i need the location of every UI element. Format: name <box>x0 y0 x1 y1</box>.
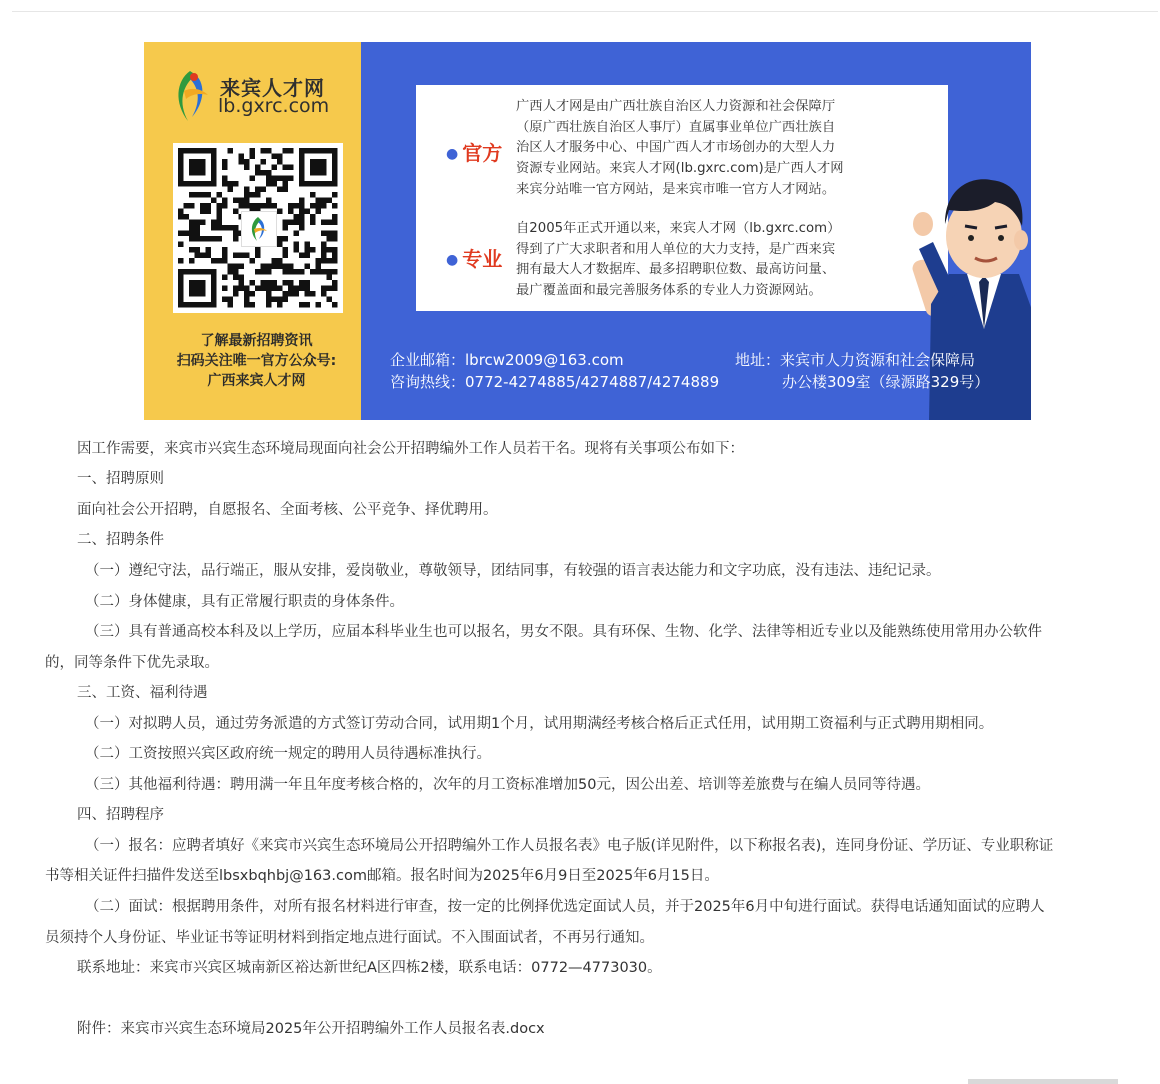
top-divider <box>12 11 1158 12</box>
contact-info: 联系地址：来宾市兴宾区城南新区裕达新世纪A区四栋2楼，联系电话：0772—4773030。 <box>77 960 662 976</box>
intro-line: 自2005年正式开通以来，来宾人才网（lb.gxrc.com） <box>516 221 841 236</box>
section-3-item-1: （一）对拟聘人员，通过劳务派遣的方式签订劳动合同，试用期1个月，试用期满经考核合格后正式任用，试用期工资福利与正式聘用期相同。 <box>85 716 994 732</box>
qr-caption <box>144 331 369 391</box>
section-4-item-1: （一）报名：应聘者填好《来宾市兴宾生态环境局公开招聘编外工作人员报名表》电子版(详见附件，以下称报名表)，连同身份证、学历证、专业职称证 <box>85 838 1054 854</box>
site-intro-box <box>416 85 948 311</box>
section-4-item-1-cont: 书等相关证件扫描件发送至lbsxbqhbj@163.com邮箱。报名时间为2025年6月9日至2025年6月15日。 <box>45 868 719 884</box>
logo-site-url: lb.gxrc.com <box>218 95 330 117</box>
section-3-item-3: （三）其他福利待遇：聘用满一年且年度考核合格的，次年的月工资标准增加50元，因公出差、培训等差旅费与在编人员同等待遇。 <box>85 777 930 793</box>
section-1-heading: 一、招聘原则 <box>77 471 164 487</box>
professional-label: 专业 <box>462 247 503 271</box>
logo-site-name: 来宾人才网 <box>220 76 325 100</box>
banner-left-panel <box>144 42 361 420</box>
intro-line: （原广西壮族自治区人事厅）直属事业单位广西壮族自 <box>516 119 836 135</box>
bullet-icon: ● <box>446 252 459 268</box>
gxrc-logo-icon <box>170 67 214 125</box>
section-4-heading: 四、招聘程序 <box>77 807 164 823</box>
section-2-item-3-cont: 的，同等条件下优先录取。 <box>45 655 219 671</box>
footer-text-fragment <box>968 1070 1128 1084</box>
professional-paragraph <box>516 219 916 302</box>
professional-heading <box>446 243 502 272</box>
section-3-item-2: （二）工资按照兴宾区政府统一规定的聘用人员待遇标准执行。 <box>85 746 491 762</box>
qr-caption-line: 扫码关注唯一官方公众号: <box>176 353 337 369</box>
section-3-heading: 三、工资、福利待遇 <box>77 685 208 701</box>
intro-line: 得到了广大求职者和用人单位的大力支持，是广西来宾 <box>516 241 836 257</box>
section-4-item-2: （二）面试：根据聘用条件，对所有报名材料进行审查，按一定的比例择优选定面试人员，并于2025年6月中旬进行面试。获得电话通知面试的应聘人 <box>85 899 1045 915</box>
intro-line: 广西人才网是由广西壮族自治区人力资源和社会保障厅 <box>516 99 836 114</box>
intro-paragraph: 因工作需要，来宾市兴宾生态环境局现面向社会公开招聘编外工作人员若干名。现将有关事项公布如下： <box>77 441 744 457</box>
banner-address: 地址：来宾市人力资源和社会保障局 <box>735 351 976 369</box>
recruitment-banner <box>144 42 1031 420</box>
section-2-item-3: （三）具有普通高校本科及以上学历，应届本科毕业生也可以报名，男女不限。具有环保、生物、化学、法律等相近专业以及能熟练使用常用办公软件 <box>85 624 1042 640</box>
official-label: 官方 <box>462 141 503 165</box>
official-paragraph <box>516 97 916 201</box>
intro-line: 拥有最大人才数据库、最多招聘职位数、最高访问量、 <box>516 262 836 278</box>
intro-line: 来宾分站唯一官方网站，是来宾市唯一官方人才网站。 <box>516 181 836 197</box>
banner-hotline: 咨询热线：0772-4274885/4274887/4274889 <box>390 373 720 391</box>
wechat-qr-code <box>173 143 343 313</box>
section-4-item-2-cont: 员须持个人身份证、毕业证书等证明材料到指定地点进行面试。不入围面试者，不再另行通知。 <box>45 930 654 946</box>
banner-address-2: 办公楼309室（绿源路329号） <box>782 373 990 391</box>
section-2-item-2: （二）身体健康，具有正常履行职责的身体条件。 <box>85 594 404 610</box>
section-2-heading: 二、招聘条件 <box>77 532 164 548</box>
qr-center-logo <box>241 211 277 247</box>
address-block <box>735 349 989 393</box>
intro-line: 资源专业网站。来宾人才网(lb.gxrc.com)是广西人才网 <box>516 161 844 177</box>
intro-line: 治区人才服务中心、中国广西人才市场创办的大型人力 <box>516 140 836 156</box>
bullet-icon: ● <box>446 146 459 162</box>
official-heading <box>446 137 502 166</box>
qr-caption-line: 了解最新招聘资讯 <box>200 333 313 349</box>
section-1-text: 面向社会公开招聘，自愿报名、全面考核、公平竞争、择优聘用。 <box>77 502 498 518</box>
section-2-item-1: （一）遵纪守法，品行端正，服从安排，爱岗敬业，尊敬领导，团结同事，有较强的语言表达能力和文字功底，没有违法、违纪记录。 <box>85 563 941 579</box>
attachment-link[interactable]: 附件：来宾市兴宾生态环境局2025年公开招聘编外工作人员报名表.docx <box>77 1021 545 1037</box>
intro-line: 最广覆盖面和最完善服务体系的专业人力资源网站。 <box>516 283 822 299</box>
qr-caption-line: 广西来宾人才网 <box>207 373 306 389</box>
contact-block <box>390 349 719 393</box>
banner-email: 企业邮箱：lbrcw2009@163.com <box>390 351 624 369</box>
